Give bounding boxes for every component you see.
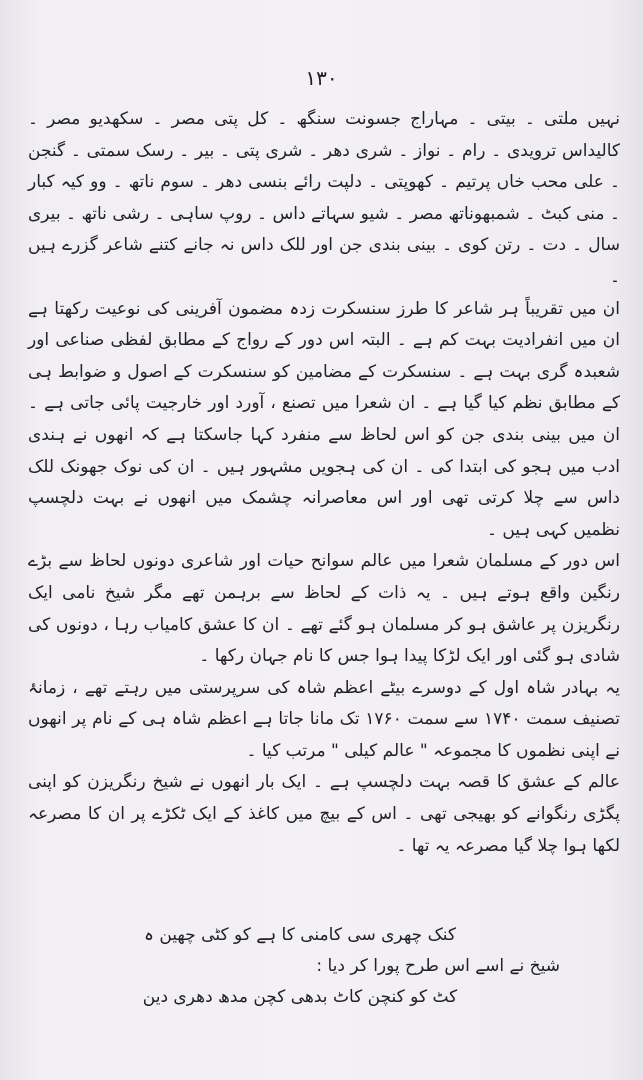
- page-number: ۱۳۰: [305, 66, 338, 90]
- paragraph: عالم کے عشق کا قصہ بہت دلچسپ ہے ۔ ایک بار انھوں نے شیخ رنگریزن کو اپنی پگڑی رنگوانے کو بھیجی تھی ۔ اس کے بیچ میں کاغذ کے ایک ٹکڑے پر ان کا مصرعہ لکھا ہوا چلا گیا مصرعہ یہ تھا ۔: [28, 772, 620, 856]
- verse-line: کنک چھری سی کامنی کا ہے کو کٹی چھین ہ: [143, 925, 457, 945]
- paragraph: یہ بہادر شاہ اول کے دوسرے بیٹے اعظم شاہ کی سرپرستی میں رہتے تھے ، زمانۂ تصنیف سمت ۱۷۴۰ سے سمت ۱۷۶۰ تک مانا جاتا ہے اعظم شاہ ہی کے نام پر انھوں نے اپنی نظموں کا مجموعہ " عالم کیلی " مرتب کیا ۔: [28, 677, 620, 761]
- verse-intro: شیخ نے اسے اس طرح پورا کر دیا :: [316, 956, 560, 976]
- paragraph: ان میں تقریباً ہر شاعر کا طرز سنسکرت زدہ مضمون آفرینی کی نوعیت رکھتا ہے ان میں انفرادیت بہت کم ہے ۔ البتہ اس دور کے رواج کے مطابق لفظی صناعی اور شعبدہ گری بہت ہے ۔ سنسکرت کے مضامین کو سنسکرت کے اصول و ضوابط ہی کے مطابق نظم کیا گیا ہے ۔ ان شعرا میں تصنع ، آورد اور خارجیت پائی جاتی ہے ۔ ان میں بینی بندی جن کو اس لحاظ سے منفرد کہا جاسکتا ہے کہ انھوں نے ہندی ادب میں ہجو کی ابتدا کی ۔ ان کی ہجویں مشہور ہیں ۔ ان کی نوک جھونک للک داس سے چلا کرتی تھی اور اس معاصرانہ چشمک میں انھوں نے بہت دلچسپ نظمیں کہی ہیں ۔: [28, 298, 620, 540]
- verse-line: کٹ کو کنچن کاٹ بدھی کچن مدھ دھری دین: [142, 987, 458, 1007]
- verse-block: [40, 920, 560, 1013]
- body-text: [28, 104, 620, 862]
- paragraph: نہیں ملتی ۔ بیتی ۔ مہاراج جسونت سنگھ ۔ کل پتی مصر ۔ سکھدیو مصر ۔ کالیداس ترویدی ۔ رام ۔ نواز ۔ شری دھر ۔ شری پتی ۔ بیر ۔ رسک سمتی ۔ گنجن ۔ علی محب خاں پرتیم ۔ کھوپتی ۔ دلپت رائے بنسی دھر ۔ سوم ناتھ ۔ وو کیہ کبار ۔ منی کبٹ ۔ شمبھوناتھ مصر ۔ شیو سہاتے داس ۔ روپ ساہی ۔ رشی ناتھ ۔ بیری سال ۔ دت ۔ رتن کوی ۔ بینی بندی جن اور للک داس نہ جانے کتنے شاعر گزرے ہیں ۔: [28, 109, 620, 287]
- paragraph: اس دور کے مسلمان شعرا میں عالم سوانح حیات اور شاعری دونوں لحاظ سے بڑے رنگین واقع ہوتے ہیں ۔ یہ ذات کے لحاظ سے برہمن تھے مگر شیخ نامی ایک رنگریزن پر عاشق ہو کر مسلمان ہو گئے تھے ۔ ان کا عشق کامیاب رہا ، دونوں کی شادی ہو گئی اور ایک لڑکا پیدا ہوا جس کا نام جہان رکھا ۔: [28, 551, 620, 667]
